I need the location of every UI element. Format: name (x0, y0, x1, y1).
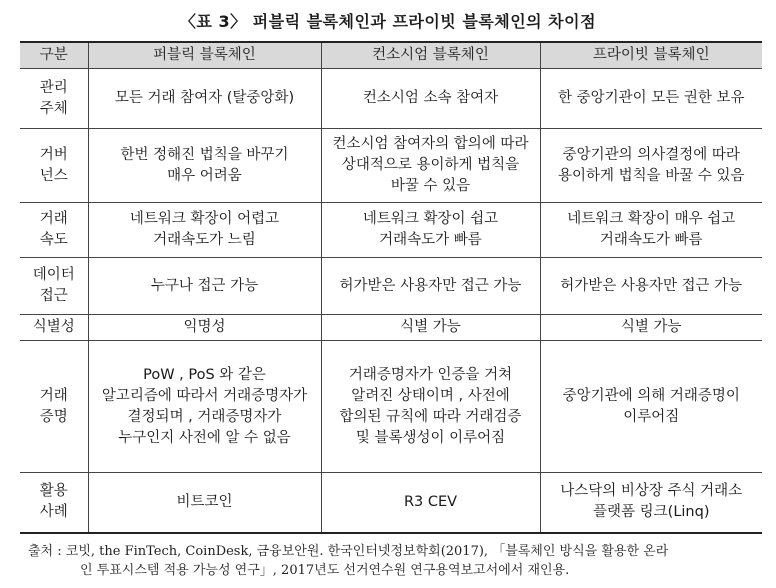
cell-line: 한번 정해진 법칙을 바꾸기 (120, 146, 289, 163)
cell-private (540, 341, 762, 473)
source-note (28, 542, 768, 580)
cell-line: 결정되며 , 거래증명자가 (127, 408, 282, 425)
cell-line: 비트코인 (176, 493, 233, 510)
row-label (20, 69, 88, 129)
row-label (20, 315, 88, 341)
cell-consortium (321, 69, 540, 129)
cell-line: 식별 가능 (400, 319, 461, 335)
cell-line: 거래증명자가 인증을 거쳐 (348, 366, 513, 383)
row-label-line: 데이터 (32, 267, 75, 283)
row-label-line: 관리 (39, 79, 68, 96)
row-label (20, 258, 88, 315)
cell-line: 이루어짐 (623, 408, 680, 425)
header-category: 구분 (20, 42, 88, 69)
cell-public (88, 203, 321, 258)
row-label-line: 주체 (39, 100, 68, 117)
table-row-governance (20, 129, 762, 203)
cell-line: 누구인지 사전에 알 수 없음 (118, 429, 291, 446)
row-label-line: 식별성 (32, 319, 75, 335)
cell-line: R3 CEV (403, 493, 458, 510)
table-row-identifiability (20, 315, 762, 341)
cell-line: 나스닥의 비상장 주식 거래소 (560, 483, 743, 500)
cell-line: 매우 어려움 (167, 167, 242, 184)
table-row-transaction-proof (20, 341, 762, 473)
cell-line: 거래속도가 느림 (153, 232, 256, 248)
cell-line: 거래속도가 빠름 (379, 232, 482, 248)
row-label-line: 거버 (39, 146, 68, 163)
cell-line: 모든 거래 참여자 (탈중앙화) (114, 90, 295, 106)
cell-public (88, 473, 321, 533)
cell-line: 및 블록생성이 이루어짐 (355, 429, 506, 446)
row-label-line: 속도 (39, 232, 68, 248)
cell-line: 허가받은 사용자만 접근 가능 (339, 277, 522, 294)
cell-private (540, 258, 762, 315)
row-label-line: 활용 (39, 483, 68, 500)
cell-line: 용이하게 법칙을 바꿀 수 있음 (557, 167, 745, 184)
cell-line: 알고리즘에 따라서 거래증명자가 (101, 387, 308, 404)
cell-line: 한 중앙기관이 모든 권한 보유 (557, 90, 745, 106)
cell-line: 허가받은 사용자만 접근 가능 (560, 277, 743, 294)
table-title: 〈표 3〉 퍼블릭 블록체인과 프라이빗 블록체인의 차이점 (179, 12, 597, 31)
cell-line: 상대적으로 용이하게 법칙을 (341, 157, 520, 173)
cell-private (540, 473, 762, 533)
source-line-2: 인 투표시스템 적용 가능성 연구」, 2017년도 선거연수원 연구용역보고서에서 재인용. (80, 563, 570, 578)
header-row (20, 42, 762, 69)
cell-public (88, 315, 321, 341)
cell-line: 바꿀 수 있음 (390, 178, 471, 194)
cell-line: 플랫폼 링크(Linq) (593, 504, 710, 521)
cell-line: PoW , PoS 와 같은 (143, 366, 266, 383)
header-private: 프라이빗 블록체인 (540, 42, 762, 69)
cell-line: 네트워크 확장이 매우 쉽고 (567, 211, 736, 227)
cell-line: 네트워크 확장이 어렵고 (129, 211, 280, 227)
cell-consortium (321, 129, 540, 203)
row-label (20, 473, 88, 533)
cell-private (540, 203, 762, 258)
header-consortium: 컨소시엄 블록체인 (321, 42, 540, 69)
cell-line: 식별 가능 (620, 319, 682, 335)
table-row-management (20, 69, 762, 129)
cell-private (540, 129, 762, 203)
row-label-line: 거래 (39, 387, 68, 404)
cell-line: 중앙기관에 의해 거래증명이 (562, 387, 740, 404)
table-row-use-cases (20, 473, 762, 533)
row-label-line: 넌스 (39, 167, 68, 184)
row-label (20, 203, 88, 258)
cell-private (540, 315, 762, 341)
table-row-speed (20, 203, 762, 258)
cell-line: 거래속도가 빠름 (599, 232, 703, 248)
cell-line: 익명성 (183, 319, 226, 335)
cell-consortium (321, 258, 540, 315)
row-label-line: 거래 (39, 211, 68, 227)
cell-public (88, 69, 321, 129)
cell-line: 중앙기관의 의사결정에 따라 (562, 146, 740, 163)
cell-public (88, 258, 321, 315)
row-label-line: 사례 (39, 504, 68, 521)
cell-consortium (321, 203, 540, 258)
row-label-line: 접근 (39, 288, 68, 304)
comparison-table (20, 41, 762, 534)
source-line-1: 출처 : 코빗, the FinTech, CoinDesk, 금융보안원. 한국인터넷정보학회(2017), 「블록체인 방식을 활용한 온라 (28, 544, 669, 559)
cell-line: 합의된 규칙에 따라 거래검증 (339, 408, 522, 425)
table-row-data-access (20, 258, 762, 315)
cell-line: 알려진 상태이며 , 사전에 (351, 387, 510, 404)
cell-line: 컨소시엄 참여자의 합의에 따라 (332, 136, 529, 152)
cell-line: 누구나 접근 가능 (150, 277, 259, 294)
header-public: 퍼블릭 블록체인 (88, 42, 321, 69)
cell-public (88, 129, 321, 203)
cell-consortium (321, 473, 540, 533)
row-label-line: 증명 (39, 408, 68, 425)
row-label (20, 129, 88, 203)
cell-line: 네트워크 확장이 쉽고 (362, 211, 499, 227)
cell-private (540, 69, 762, 129)
cell-consortium (321, 341, 540, 473)
cell-consortium (321, 315, 540, 341)
cell-public (88, 341, 321, 473)
cell-line: 컨소시엄 소속 참여자 (362, 90, 499, 106)
row-label (20, 341, 88, 473)
